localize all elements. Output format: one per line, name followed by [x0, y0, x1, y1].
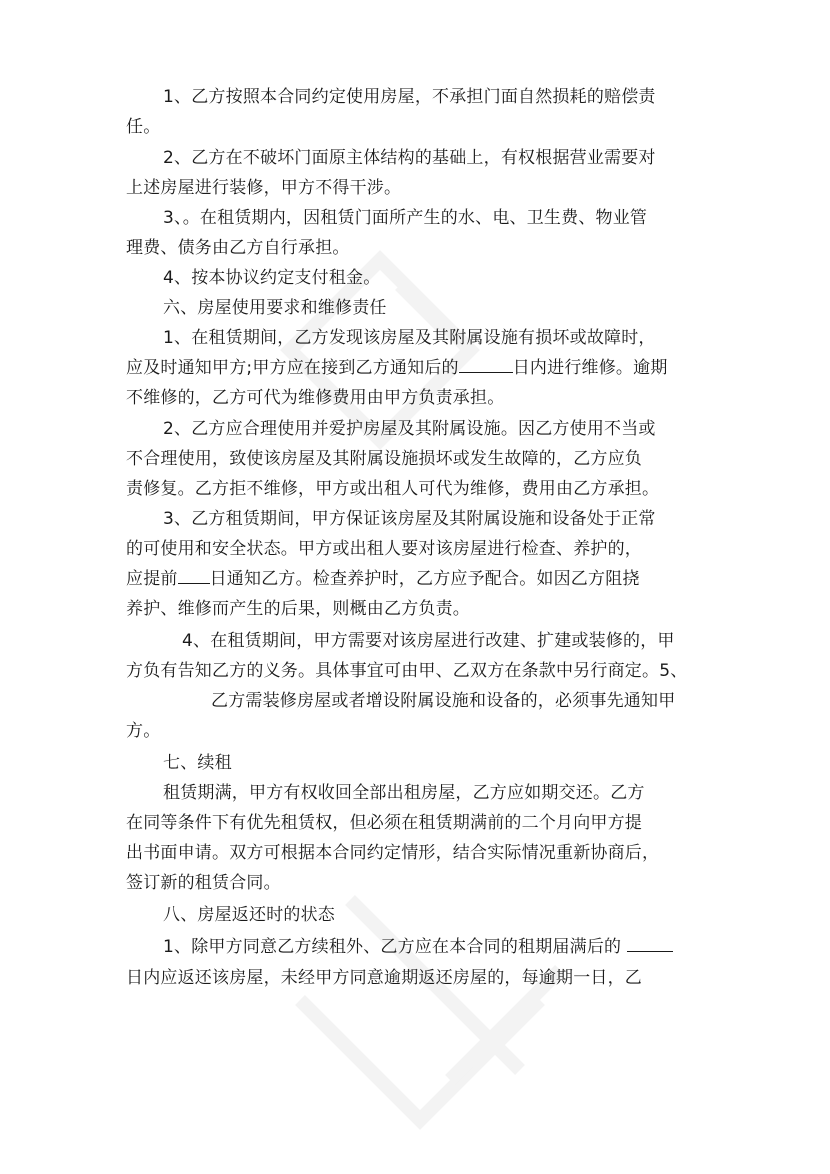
clause-6-3-line-3-before: 应提前 — [126, 569, 178, 589]
clause-6-3-line-4: 养护、维修而产生的后果，则概由乙方负责。 — [126, 599, 470, 619]
clause-6-5-line-1: 乙方需装修房屋或者增设附属设施和设备的，必须事先通知甲 — [211, 691, 676, 711]
clause-6-1-line-2-after: 日内进行维修。逾期 — [512, 358, 668, 378]
clause-5-3-line-2: 理费、债务由乙方自行承担。 — [126, 238, 350, 258]
clause-6-3-line-1: 3、乙方租赁期间，甲方保证该房屋及其附属设施和设备处于正常 — [163, 509, 656, 529]
section-7-line-4: 签订新的租赁合同。 — [126, 873, 281, 893]
clause-8-1-line-1 — [163, 936, 673, 958]
fill-in-blank — [459, 357, 513, 373]
clause-5-4-line-1: 4、按本协议约定支付租金。 — [163, 268, 381, 288]
clause-8-1-line-1-text: 1、除甲方同意乙方续租外、乙方应在本合同的租期届满后的 — [163, 937, 622, 957]
section-7-line-2: 在同等条件下有优先租赁权，但必须在租赁期满前的二个月向甲方提 — [126, 813, 642, 833]
clause-5-3-line-1: 3、。在租赁期内，因租赁门面所产生的水、电、卫生费、物业管 — [163, 208, 648, 228]
clause-6-1-line-2-before: 应及时通知甲方;甲方应在接到乙方通知后的 — [126, 358, 459, 378]
clause-6-3-line-3-after: 日通知乙方。检查养护时，乙方应予配合。如因乙方阻挠 — [209, 569, 640, 589]
clause-6-3-line-3 — [126, 568, 640, 590]
clause-5-1-line-1: 1、乙方按照本合同约定使用房屋，不承担门面自然损耗的赔偿责 — [163, 87, 656, 107]
clause-6-5-line-2: 方。 — [126, 721, 161, 741]
clause-6-1-line-1: 1、在租赁期间，乙方发现该房屋及其附属设施有损坏或故障时， — [163, 328, 656, 348]
section-6-heading: 六、房屋使用要求和维修责任 — [163, 298, 387, 318]
clause-6-2-line-3: 责修复。乙方拒不维修，甲方或出租人可代为维修，费用由乙方承担。 — [126, 479, 660, 499]
fill-in-blank — [178, 568, 210, 584]
clause-6-1-line-2 — [126, 357, 668, 379]
clause-6-2-line-1: 2、乙方应合理使用并爱护房屋及其附属设施。因乙方使用不当或 — [163, 419, 656, 439]
section-7-line-3: 出书面申请。双方可根据本合同约定情形，结合实际情况重新协商后， — [126, 843, 660, 863]
fill-in-blank — [627, 936, 673, 952]
clause-6-4-line-2: 方负有告知乙方的义务。具体事宜可由甲、乙双方在条款中另行商定。5、 — [126, 661, 688, 681]
clause-6-3-line-2: 的可使用和安全状态。甲方或出租人要对该房屋进行检查、养护的， — [126, 539, 642, 559]
clause-5-2-line-1: 2、乙方在不破坏门面原主体结构的基础上，有权根据营业需要对 — [163, 148, 656, 168]
clause-8-1-line-2: 日内应返还该房屋，未经甲方同意逾期返还房屋的，每逾期一日，乙 — [126, 968, 642, 988]
section-7-heading: 七、续租 — [163, 753, 232, 773]
clause-5-1-line-2: 任。 — [126, 117, 161, 137]
section-7-line-1: 租赁期满，甲方有权收回全部出租房屋，乙方应如期交还。乙方 — [163, 783, 645, 803]
clause-6-1-line-3: 不维修的，乙方可代为维修费用由甲方负责承担。 — [126, 388, 505, 408]
clause-6-2-line-2: 不合理使用，致使该房屋及其附属设施损坏或发生故障的，乙方应负 — [126, 449, 642, 469]
clause-5-2-line-2: 上述房屋进行装修，甲方不得干涉。 — [126, 178, 402, 198]
clause-6-4-line-1: 4、在租赁期间，甲方需要对该房屋进行改建、扩建或装修的，甲 — [182, 631, 675, 651]
section-8-heading: 八、房屋返还时的状态 — [163, 905, 335, 925]
